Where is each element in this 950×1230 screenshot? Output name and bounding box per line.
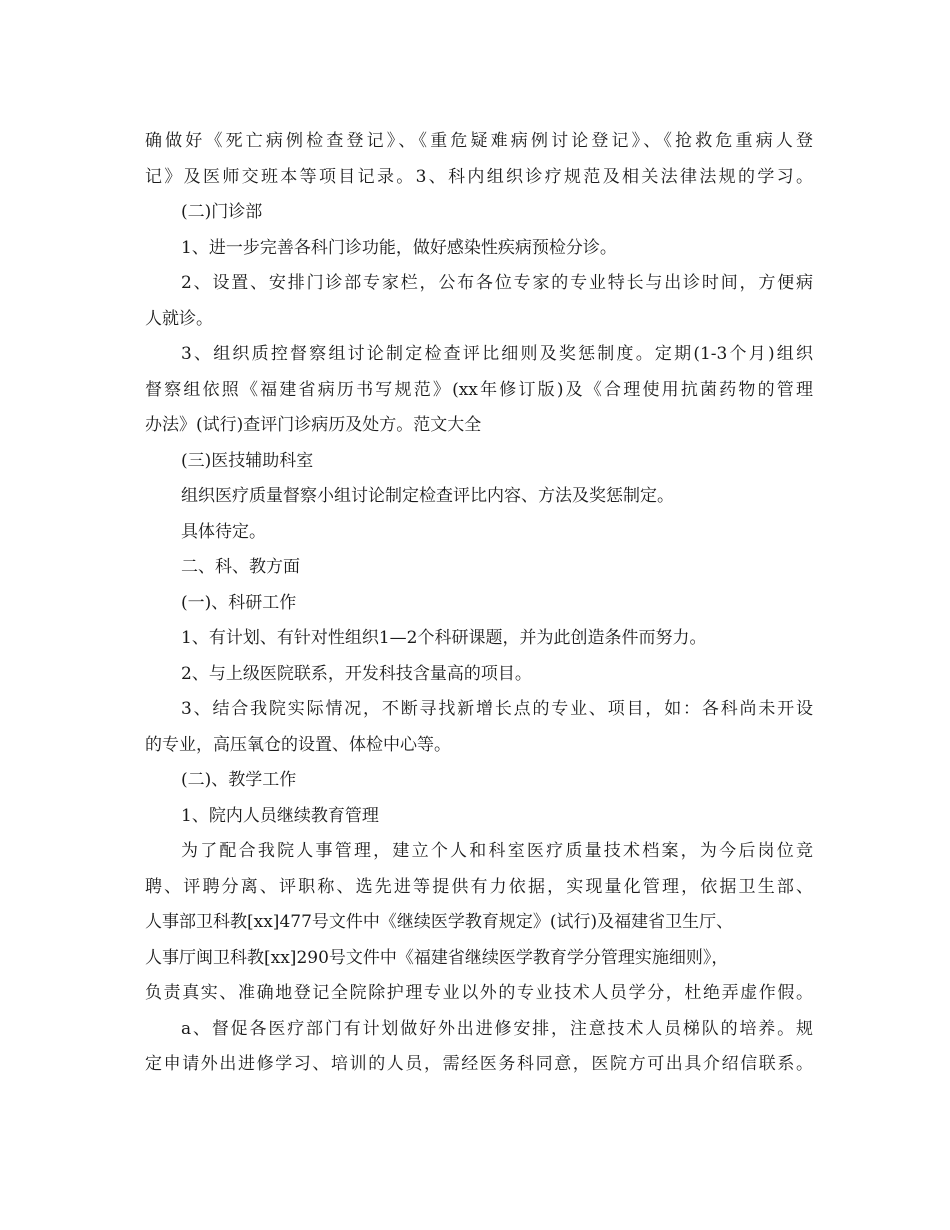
- text-line: 组织医疗质量督察小组讨论制定检查评比内容、方法及奖惩制定。: [181, 486, 674, 506]
- text-line: 3、组织质控督察组讨论制定检查评比细则及奖惩制度。定期(1-3个月)组织: [181, 344, 813, 364]
- text-line: 二、科、教方面: [181, 557, 300, 577]
- text-line: 定申请外出进修学习、培训的人员，需经医务科同意，医院方可出具介绍信联系。: [145, 1054, 813, 1074]
- text-line: 人就诊。: [145, 308, 213, 329]
- text-line: 人事部卫科教[xx]477号文件中《继续医学教育规定》(试行)及福建省卫生厅、: [145, 912, 734, 932]
- text-line: 办法》(试行)查评门诊病历及处方。范文大全: [145, 415, 482, 435]
- text-line: (二)门诊部: [181, 202, 263, 222]
- text-line: 1、院内人员继续教育管理: [181, 805, 379, 826]
- text-line: 负责真实、准确地登记全院除护理专业以外的专业技术人员学分，杜绝弄虚作假。: [145, 983, 813, 1003]
- text-line: (二)、教学工作: [181, 770, 297, 790]
- text-line: 2、与上级医院联系，开发科技含量高的项目。: [181, 663, 532, 684]
- text-line: 2、设置、安排门诊部专家栏，公布各位专家的专业特长与出诊时间，方便病: [181, 273, 813, 293]
- text-line: a、督促各医疗部门有计划做好外出进修安排，注意技术人员梯队的培养。规: [181, 1018, 813, 1039]
- text-line: (三)医技辅助科室: [181, 450, 314, 471]
- text-line: 的专业，高压氧仓的设置、体检中心等。: [145, 734, 451, 755]
- text-line: (一)、科研工作: [181, 592, 297, 613]
- document-body: [145, 124, 813, 1083]
- text-line: 人事厅闽卫科教[xx]290号文件中《福建省继续医学教育学分管理实施细则》，: [145, 947, 729, 968]
- text-line: 具体待定。: [181, 521, 266, 542]
- text-line: 为了配合我院人事管理，建立个人和科室医疗质量技术档案，为今后岗位竞: [181, 841, 813, 861]
- text-line: 1、进一步完善各科门诊功能，做好感染性疾病预检分诊。: [181, 237, 617, 258]
- text-line: 确做好《死亡病例检查登记》、《重危疑难病例讨论登记》、《抢救危重病人登: [145, 131, 813, 151]
- text-line: 记》及医师交班本等项目记录。3、科内组织诊疗规范及相关法律法规的学习。: [145, 166, 813, 187]
- text-line: 3、结合我院实际情况，不断寻找新增长点的专业、项目，如：各科尚未开设: [181, 699, 813, 719]
- text-line: 聘、评聘分离、评职称、选先进等提供有力依据，实现量化管理，依据卫生部、: [145, 876, 813, 897]
- text-line: 督察组依照《福建省病历书写规范》(xx年修订版)及《合理使用抗菌药物的管理: [145, 379, 813, 400]
- text-line: 1、有计划、有针对性组织1—2个科研课题，并为此创造条件而努力。: [181, 628, 707, 648]
